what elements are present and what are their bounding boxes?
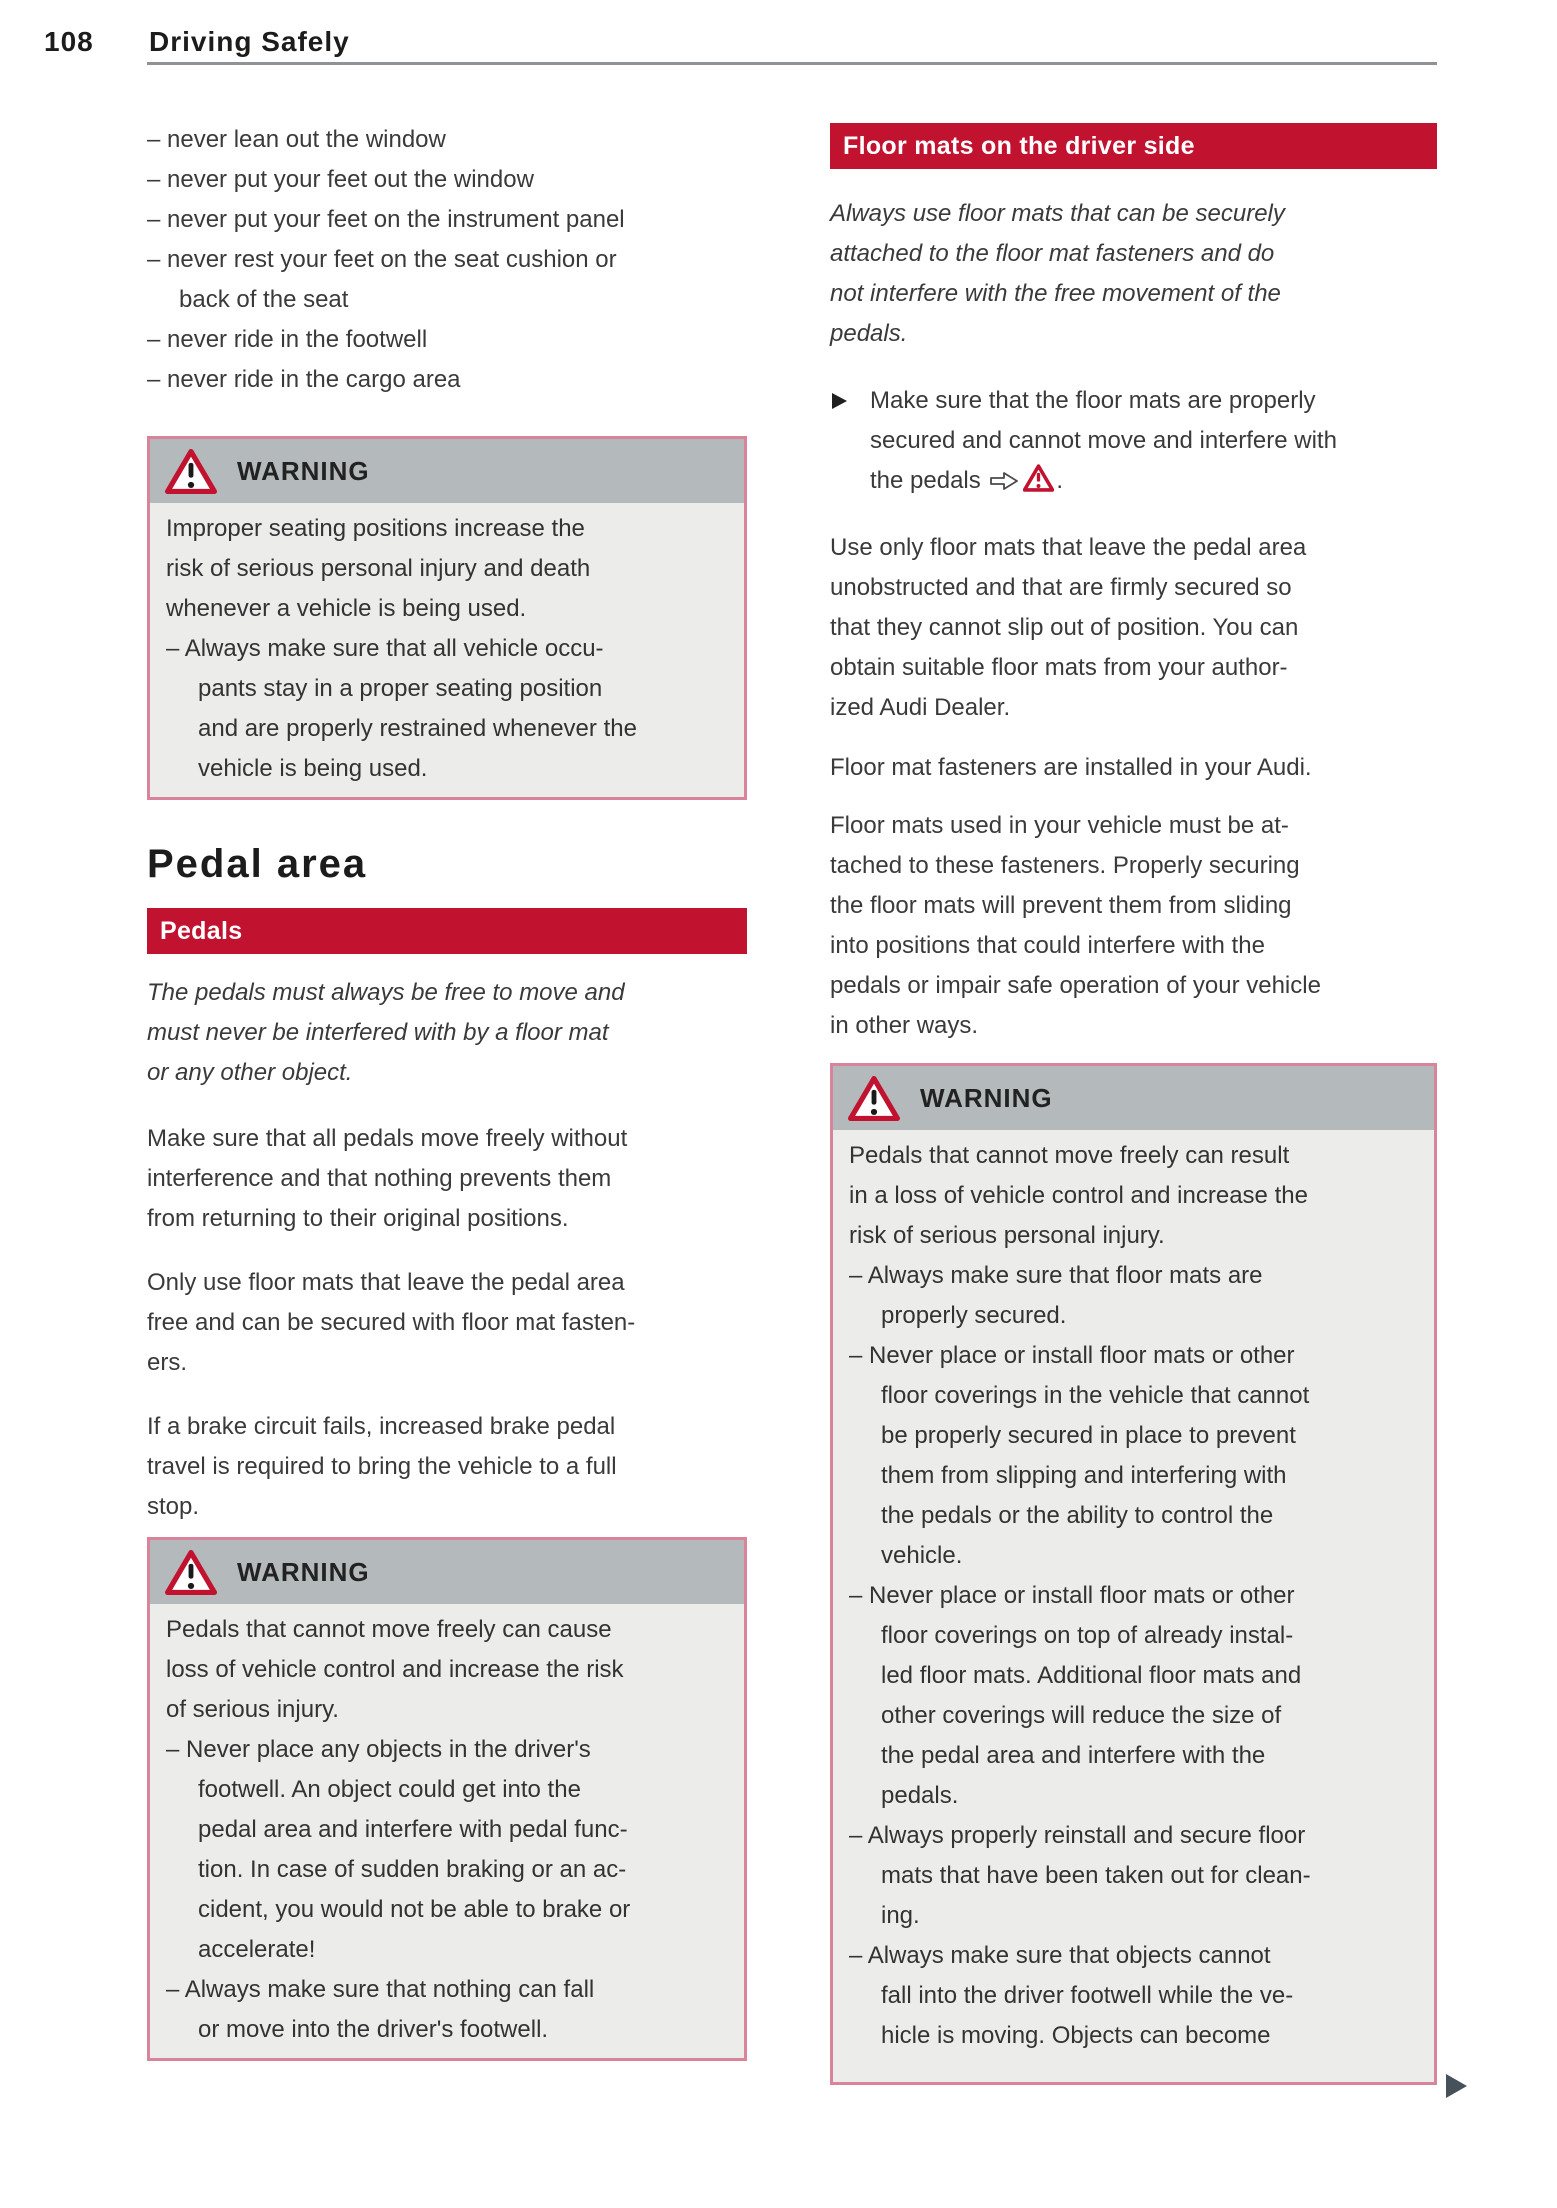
list-item [849,1816,1420,1936]
warning-body [150,503,744,797]
text-line: must never be interfered with by a floor mat [147,1019,609,1046]
text-line: floor coverings on top of already instal- [881,1622,1294,1649]
warning-box-pedals [147,1537,747,2061]
text-line: led floor mats. Additional floor mats and [881,1662,1302,1689]
text-line: Floor mats used in your vehicle must be at- [830,812,1289,839]
warning-intro [166,1610,730,1730]
text-line: Floor mat fasteners are installed in your Audi. [830,754,1312,781]
text-line: Pedals that cannot move freely can cause [166,1616,612,1643]
paragraph-fasteners-installed [830,748,1437,788]
subsection-bar-floor-mats: Floor mats on the driver side [830,123,1437,169]
text-line: mats that have been taken out for clean- [881,1862,1311,1889]
warning-items [849,1256,1420,2056]
text-line: attached to the floor mat fasteners and do [830,240,1275,267]
text-line: of serious injury. [166,1696,339,1723]
warning-intro [849,1136,1420,1256]
list-item [166,1970,730,2050]
text-line: interference and that nothing prevents them [147,1165,612,1192]
text-line: – Never place or install floor mats or other [849,1582,1295,1609]
text-line: in a loss of vehicle control and increase the [849,1182,1308,1209]
text-line: or any other object. [147,1059,353,1086]
section-heading-pedal-area: Pedal area [147,842,368,886]
list-item [147,160,747,200]
text-line: – never ride in the footwell [147,326,428,353]
text-line: fall into the driver footwell while the ve- [881,1982,1294,2009]
list-item [147,120,747,160]
text-line: – never put your feet on the instrument panel [147,206,625,233]
warning-title: WARNING [237,1556,370,1587]
text-line: them from slipping and interfering with [881,1462,1287,1489]
text-line: stop. [147,1493,200,1520]
list-item [166,629,730,789]
paragraph-brake-circuit [147,1407,747,1527]
text-line: pedals. [881,1782,959,1809]
text-line: ers. [147,1349,188,1376]
warning-triangle-icon [848,1075,900,1122]
warning-title: WARNING [237,455,370,486]
text-line: in other ways. [830,1012,979,1039]
list-item [849,1256,1420,1336]
text-line: cident, you would not be able to brake or [198,1896,631,1923]
paragraph-use-only-floor-mats [830,528,1437,728]
warning-body [150,1604,744,2058]
list-item [849,1936,1420,2056]
text-line: properly secured. [881,1302,1067,1329]
text-line: – Always make sure that all vehicle occu- [166,635,604,662]
warning-box-header [150,439,744,503]
text-line: from returning to their original positions. [147,1205,569,1232]
text-line: risk of serious personal injury. [849,1222,1165,1249]
text-line: Make sure that all pedals move freely without [147,1125,628,1152]
instruction-item [830,381,1437,501]
text-line: – Never place any objects in the driver's [166,1736,591,1763]
text-line: pedals. [830,320,908,347]
text-line: tion. In case of sudden braking or an ac- [198,1856,627,1883]
text-line: – Always properly reinstall and secure floor [849,1822,1306,1849]
text-line: The pedals must always be free to move and [147,979,625,1006]
text-line: and are properly restrained whenever the [198,715,637,742]
paragraph-floor-mats-use [147,1263,747,1383]
page-number: 108 [44,26,94,57]
text-line: – Always make sure that floor mats are [849,1262,1263,1289]
inline-warning-icon [1023,464,1054,492]
seating-positions-list [147,120,747,400]
text-line: the pedals or the ability to control the [881,1502,1274,1529]
warning-items [166,629,730,789]
text-line: Use only floor mats that leave the pedal area [830,534,1307,561]
text-line: hicle is moving. Objects can become [881,2022,1271,2049]
text-line: or move into the driver's footwell. [198,2016,549,2043]
text-line: pants stay in a proper seating position [198,675,603,702]
text-line: footwell. An object could get into the [198,1776,581,1803]
text-line: be properly secured in place to prevent [881,1422,1296,1449]
text-line: – Never place or install floor mats or other [849,1342,1295,1369]
text-line: unobstructed and that are firmly secured so [830,574,1292,601]
lead-paragraph-floor-mats [830,194,1437,354]
list-item [849,1336,1420,1576]
text-line: vehicle is being used. [198,755,428,782]
page-continuation-icon [1446,2074,1467,2098]
warning-triangle-icon [165,1549,217,1596]
text-line: – Always make sure that nothing can fall [166,1976,595,2003]
instruction-line3-text: the pedals [870,467,988,494]
chapter-title: Driving Safely [149,26,350,57]
right-column [830,123,1437,2085]
text-line: – Always make sure that objects cannot [849,1942,1271,1969]
left-column [147,120,747,2061]
text-line: other coverings will reduce the size of [881,1702,1282,1729]
text-line: obtain suitable floor mats from your author- [830,654,1288,681]
text-line: vehicle. [881,1542,963,1569]
text-line: ized Audi Dealer. [830,694,1011,721]
warning-box-header [150,1540,744,1604]
lead-paragraph-pedals [147,973,747,1093]
list-item [147,360,747,400]
subsection-bar-pedals: Pedals [147,908,747,954]
text-line: – never rest your feet on the seat cushion or [147,246,617,273]
text-line: ing. [881,1902,920,1929]
text-line: not interfere with the free movement of the [830,280,1281,307]
warning-intro [166,509,730,629]
text-line: whenever a vehicle is being used. [166,595,527,622]
list-item [147,320,747,360]
instruction-line3-suffix: . [1056,467,1064,494]
paragraph-pedal-movement [147,1119,747,1239]
text-line: accelerate! [198,1936,316,1963]
text-line: Only use floor mats that leave the pedal area [147,1269,625,1296]
warning-title: WARNING [920,1082,1053,1113]
text-line: loss of vehicle control and increase the risk [166,1656,624,1683]
text-line: Improper seating positions increase the [166,515,585,542]
text-line: Pedals that cannot move freely can result [849,1142,1290,1169]
text-line: – never lean out the window [147,126,446,153]
instruction-bullet-icon [832,393,847,409]
cross-reference-arrow-icon [989,470,1019,492]
text-line: secured and cannot move and interfere with [870,427,1337,454]
text-line: risk of serious personal injury and death [166,555,591,582]
list-item [147,240,747,320]
warning-box-seating [147,436,747,800]
warning-box-floor-mats [830,1063,1437,2085]
text-line: pedals or impair safe operation of your vehicle [830,972,1321,999]
text-line: free and can be secured with floor mat fasten- [147,1309,636,1336]
text-line: into positions that could interfere with the [830,932,1265,959]
text-line: tached to these fasteners. Properly securing [830,852,1300,879]
warning-items [166,1730,730,2050]
text-line: pedal area and interfere with pedal func- [198,1816,628,1843]
text-line: the pedal area and interfere with the [881,1742,1266,1769]
list-item [849,1576,1420,1816]
text-line: Make sure that the floor mats are properly [870,387,1316,414]
text-line: If a brake circuit fails, increased brake pedal [147,1413,616,1440]
text-line: floor coverings in the vehicle that cannot [881,1382,1310,1409]
paragraph-mats-attached [830,806,1437,1046]
text-line: back of the seat [179,286,349,313]
text-line [870,461,1437,501]
text-line: the floor mats will prevent them from sliding [830,892,1292,919]
text-line: – never ride in the cargo area [147,366,461,393]
list-item [147,200,747,240]
warning-body [833,1130,1434,2082]
text-line: Always use floor mats that can be securely [830,200,1285,227]
text-line: – never put your feet out the window [147,166,534,193]
text-line: travel is required to bring the vehicle to a full [147,1453,617,1480]
warning-triangle-icon [165,448,217,495]
list-item [166,1730,730,1970]
text-line: that they cannot slip out of position. You can [830,614,1299,641]
warning-box-header [833,1066,1434,1130]
header-rule [147,62,1437,65]
